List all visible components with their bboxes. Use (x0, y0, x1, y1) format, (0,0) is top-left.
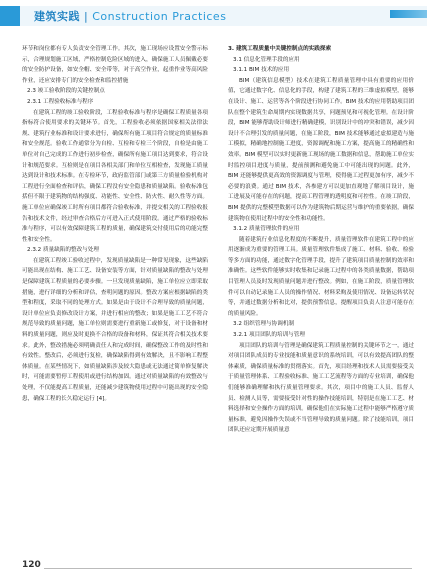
subsection-heading: 2.3.2 质量缺陷的整改与处理 (27, 247, 99, 254)
left-column (22, 44, 208, 404)
subsection-heading: 3.1.2 质量管理软件的应用 (233, 226, 300, 233)
section-title (34, 8, 226, 24)
subsection-heading: 2.3 竣工验收阶段的关键控制点 (27, 88, 105, 95)
section-title-cn: 建筑实践 (34, 10, 80, 23)
paragraph: 在建筑工程的竣工验收阶段，工程验收标准与程序是确保工程质量各项指标符合使用要求的关键环节。首先，工程验收必须依据国家相关法律法规、建筑行业标准和设计要求进行，确保所有施工项目符合规定的质量标准和安全规范。验收工作通常分为自检、互检和专检三个阶段，自检是由施工单位对自己完成的工作进行初步检查，确保所有施工项目达到要求，符合设计和规范要求。互检则是在项目各相关部门和单位互相检查，发现施工质量达到设计和技术标准。在专检环节，政府监管部门或第三方质量检验机构对工程进行全面检查和评估，确保工程没有安全隐患和质量缺陷。验收标准包括但不限于建筑物的结构强度、功能性、安全性、防火性、耐久性等方面。施工单位应确保竣工时所有项目都符合验收标准，并提交相关的工程验收报告和技术文件，经过审查合格后方可进入正式使用阶段。通过严格的验收标准与程序，可以有效保障建筑工程的质量，确保建筑交付使用后的功能完整性和安全性。 (22, 109, 208, 243)
subsection-heading: 3.1 信息化管理手段的应用 (233, 56, 300, 63)
subsection-heading: 3.2 组织管理与协调机制 (233, 321, 295, 328)
page-footer (22, 560, 412, 574)
header-right-accent (390, 10, 427, 18)
paragraph: 环节和岗位都有专人负责安全管理工作。其次，施工现场应设置安全警示标示，合理规划施工区域，严格控制危险区域的进入，确保施工人员佩戴必要的安全防护设备，如安全帽、安全带等，对于高空作业，起重作业等高风险作业，还应安排专门的安全检查和监控措施 (22, 46, 208, 84)
subsection-heading: 3.2.1 项目团队的培训与管理 (233, 332, 305, 339)
header-left-accent (0, 6, 20, 26)
subsection-heading: 2.3.1 工程验收标准与程序 (27, 98, 94, 105)
right-column (228, 44, 414, 436)
section-title-en: Construction Practices (92, 10, 227, 23)
page-header (0, 0, 427, 44)
page-number: 120 (22, 560, 41, 570)
subsection-heading: 3.1.1 BIM 技术的应用 (233, 67, 290, 74)
paragraph: 项目团队的培训与管理是确保建筑工程质量控制的关键环节之一，通过对项目团队成员的专业技能和质量意识的系统培训，可以有效提高团队的整体素质，确保质量标准的贯彻落实。首先，项目经理和技术人员需要接受关于质量管理体系、工程验收标准、施工工艺流程等方面的专业培训，确保他们能够准确理解和执行质量管理要求。其次，项目中的施工人员、监督人员、检测人员等，需要接受针对性的操作技能培训，特别是在施工工艺、材料选择和安全操作方面的培训。确保他们在实际施工过程中能够严格遵守质量标准，避免因操作失误或不当管理导致的质量问题。除了技能培训，项目团队还应定期开展质量意 (228, 342, 414, 434)
paragraph: 在建筑工程竣工验收过程中，发现质量缺陷是一种常见现象，这些缺陷可能出现在结构、施工工艺、设备安装等方面，针对质量缺陷的整改与处理是保障建筑工程质量的必要步骤。一旦发现质量缺陷，施工单位应立即采取措施，进行详细的分析和评估，查明问题的原因。整改方案应根据缺陷的类型和程度，采取不同的处理方式。如果是由于设计不合理导致的质量问题，设计单位应负责修改设计方案，并进行相应的整改；如果是施工工艺不符合规范导致的质量问题，施工单位则需要进行重新施工或修复，对于设备和材料的质量问题，则应及时更换不合格的设备和材料，保证其符合相关技术要求。此外，整改措施必须明确责任人和完成时间，确保整改工作的及时性和有效性。整改后，必须进行复检，确保缺陷得到有效解决，且不影响工程整体质量。在某些情况下，如质量缺陷涉及较大隐患或无法通过简单修复解决时，可能需要暂停工程使用或进行结构加固。通过对质量缺陷的有效整改与处理，不仅能提高工程质量，还能减少建筑物使用过程中可能出现的安全隐患，确保工程的长久稳定运行 [4]。 (22, 257, 208, 402)
section-heading: 3. 建筑工程质量中关键控制点的实践探索 (228, 46, 332, 52)
footer-rule (44, 568, 412, 569)
section-title-separator: | (84, 10, 89, 23)
paragraph: BIM（建筑信息模型）技术在建筑工程质量管理中具有重要的应用价值，它通过数字化、信息化的手段，构建了建筑工程的三维虚拟模型，能够在设计、施工、运营等各个阶段进行协同工作。BIM 技术的应用帮助项目团队在整个建筑生命周期内实现数据共享，问题预见和可视化管理。在设计阶段，BIM 能够帮助设计师进行精确建模，识别设计中的冲突和错误，减少因设计不合理引发的质量问题，在施工阶段，BIM 技术能够通过虚拟建造与施工模拟，精确地控制施工进度，资源调配和施工方案，提高施工的精确性和效率。BIM 模型可以实时更新施工现场的施工数据和信息，帮助施工单位实时监控项目进度与质量，提前预测和避免施工中可能出现的问题。此外，BIM 还能够提供更高效的资源调度与管理，使得施工过程更加有序，减少不必要的浪费。通过 BIM 技术，各参建方可以更加直观地了解项目设计，施工进展及可能存在的问题，提高工程管理的透明度和可控性。在竣工阶段，BIM 提供的完整模型数据可以作为建筑物后期运营与维护的重要依据，确保建筑物在使用过程中的安全性和功能性。 (228, 77, 414, 222)
paragraph: 随着建筑行业信息化程度的不断提升，质量管理软件在建筑工程中的应用逐渐成为重要的管理工具。质量管理软件集成了施工、材料、验收、检验等多方面的功能，通过数字化管理手段，提升了建筑项目质量控制的效率和准确性。这些软件能够实时收集和记录施工过程中的各类质量数据，帮助项目管理人员及时发现质量问题并进行整改。例如，在施工阶段，质量管理软件可以自动记录施工人员的操作情况、材料采购及使用情况、设备运转状况等，并通过数据分析和比对，提供预警信息，提醒项目负责人注意可能存在的质量风险。 (228, 236, 414, 317)
